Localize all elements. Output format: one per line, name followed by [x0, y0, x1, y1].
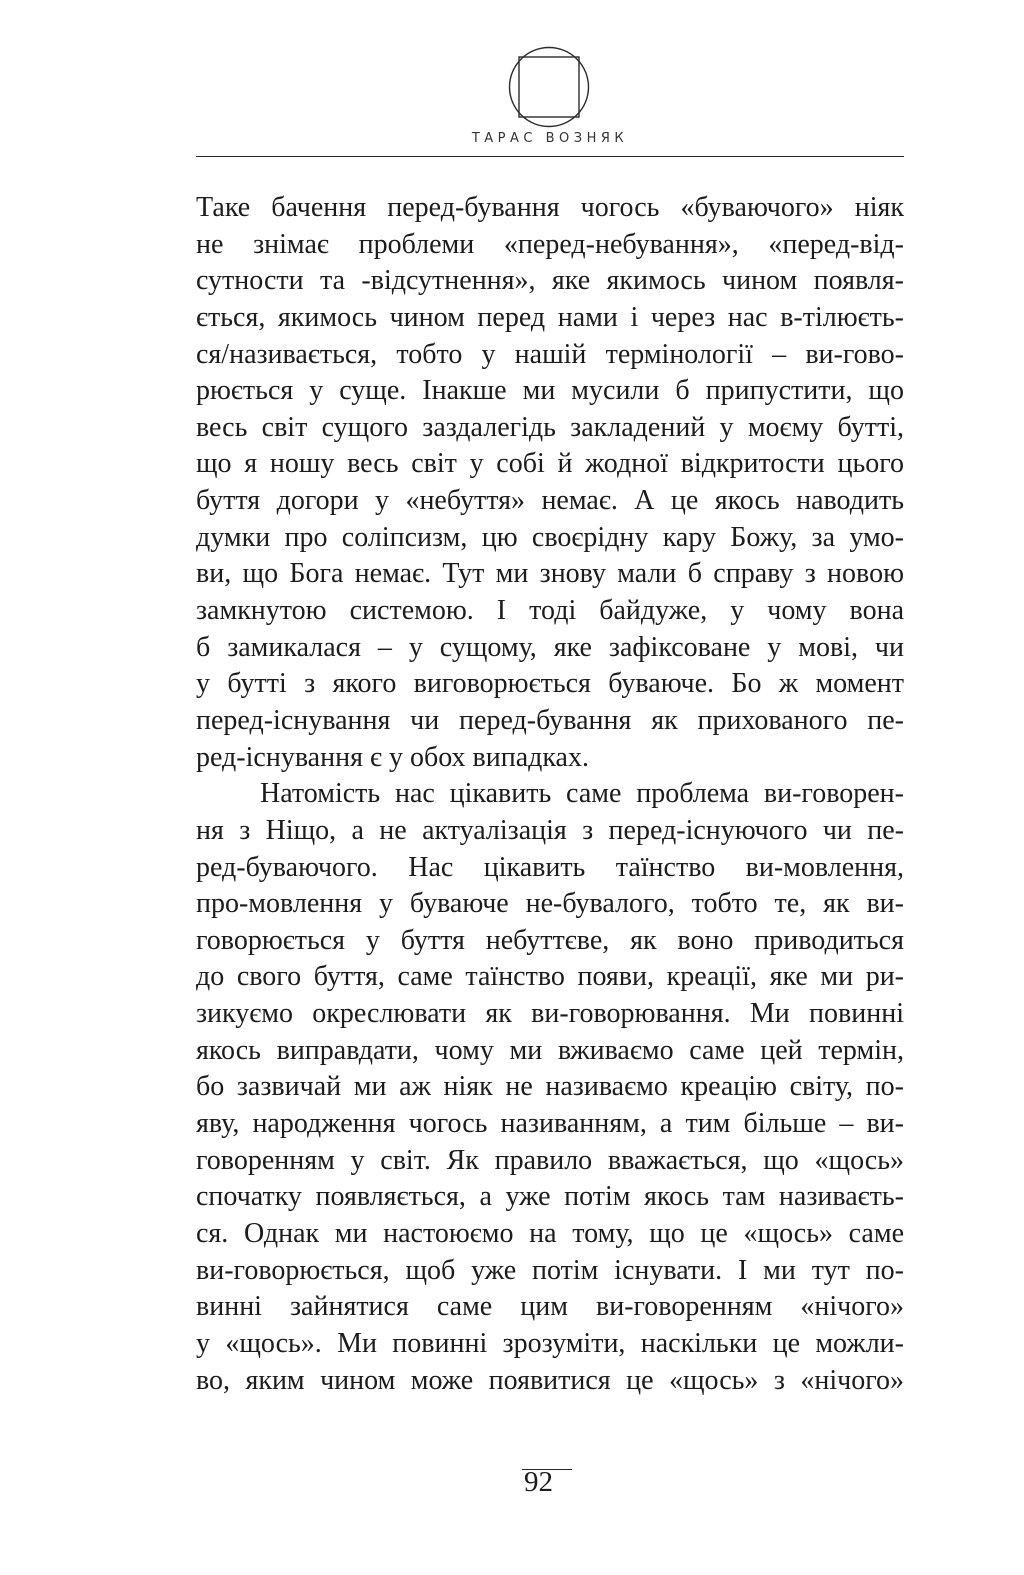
text-line: не знімає проблеми «перед-небування», «перед-від- — [196, 228, 904, 260]
text-line: буття догори у «небуття» немає. А це якось наводить — [196, 485, 904, 517]
text-line: якось виправдати, чому ми вживаємо саме цей термін, — [196, 1034, 904, 1066]
text-line: рюється у суще. Інакше ми мусили б припустити, що — [196, 375, 904, 407]
text-line: Таке бачення перед-бування чогось «буваючого» ніяк — [196, 192, 904, 223]
text-line: спочатку появляється, а уже потім якось там називаєть- — [196, 1181, 904, 1213]
text-line: ся/називається, тобто у нашій термінології – ви-гово- — [196, 338, 904, 370]
body-text — [196, 190, 904, 1399]
text-line: во, яким чином може появитися це «щось» з «нічого» — [196, 1364, 904, 1396]
text-line: весь світ сущого заздалегідь закладений у моєму бутті, — [196, 411, 904, 443]
circle-square-emblem-icon — [508, 46, 590, 128]
text-line: про-мовлення у буваюче не-бувалого, тобто те, як ви- — [196, 888, 904, 920]
text-line: ється, якимось чином перед нами і через нас в-тілюєть- — [196, 301, 904, 333]
text-line: у бутті з якого виговорюється буваюче. Бо ж момент — [196, 668, 904, 700]
text-line: думки про соліпсизм, цю своєрідну кару Божу, за умо- — [196, 521, 904, 553]
running-head-author: ТАРАС ВОЗНЯК — [471, 131, 629, 146]
text-line: ви, що Бога немає. Тут ми знову мали б справу з новою — [196, 558, 904, 590]
text-line: перед-існування чи перед-бування як прихованого пе- — [196, 704, 904, 736]
text-line: бо зазвичай ми аж ніяк не називаємо креацію світу, по- — [196, 1071, 904, 1103]
text-line: ся. Однак ми настоюємо на тому, що це «щось» саме — [196, 1217, 904, 1249]
text-line: до свого буття, саме таїнство появи, креації, яке ми ри- — [196, 961, 904, 993]
text-line: сутности та -відсутнення», яке якимось чином появля- — [196, 265, 904, 297]
text-line: б замикалася – у сущому, яке зафіксоване у мові, чи — [196, 631, 904, 663]
text-line: ви-говорюється, щоб уже потім існувати. І ми тут по- — [196, 1254, 904, 1286]
text-line: ня з Ніщо, а не актуалізація з перед-існуючого чи пе- — [196, 814, 904, 846]
text-line: винні зайнятися саме цим ви-говоренням «нічого» — [196, 1291, 904, 1323]
page-number: 92 — [524, 1466, 553, 1498]
text-line: у «щось». Ми повинні зрозуміти, наскільки це можли- — [196, 1327, 904, 1359]
paragraph-start-line: Натомість нас цікавить саме проблема ви-говорен- — [260, 778, 904, 810]
text-line: ред-буваючого. Нас цікавить таїнство ви-мовлення, — [196, 851, 904, 883]
text-line: говоренням у світ. Як правило вважається, що «щось» — [196, 1144, 904, 1176]
paragraph-end-line: ред-існування є у обох випадках. — [196, 741, 589, 773]
text-line: говорюється у буття небуттєве, як воно приводиться — [196, 924, 904, 956]
text-line: зикуємо окреслювати як ви-говорювання. Ми повинні — [196, 998, 904, 1030]
text-line: яву, народження чогось називанням, а тим більше – ви- — [196, 1108, 904, 1140]
text-line: замкнутою системою. І тоді байдуже, у чому вона — [196, 595, 904, 627]
text-line: що я ношу весь світ у собі й жодної відкритости цього — [196, 448, 904, 480]
header-rule — [196, 156, 904, 157]
